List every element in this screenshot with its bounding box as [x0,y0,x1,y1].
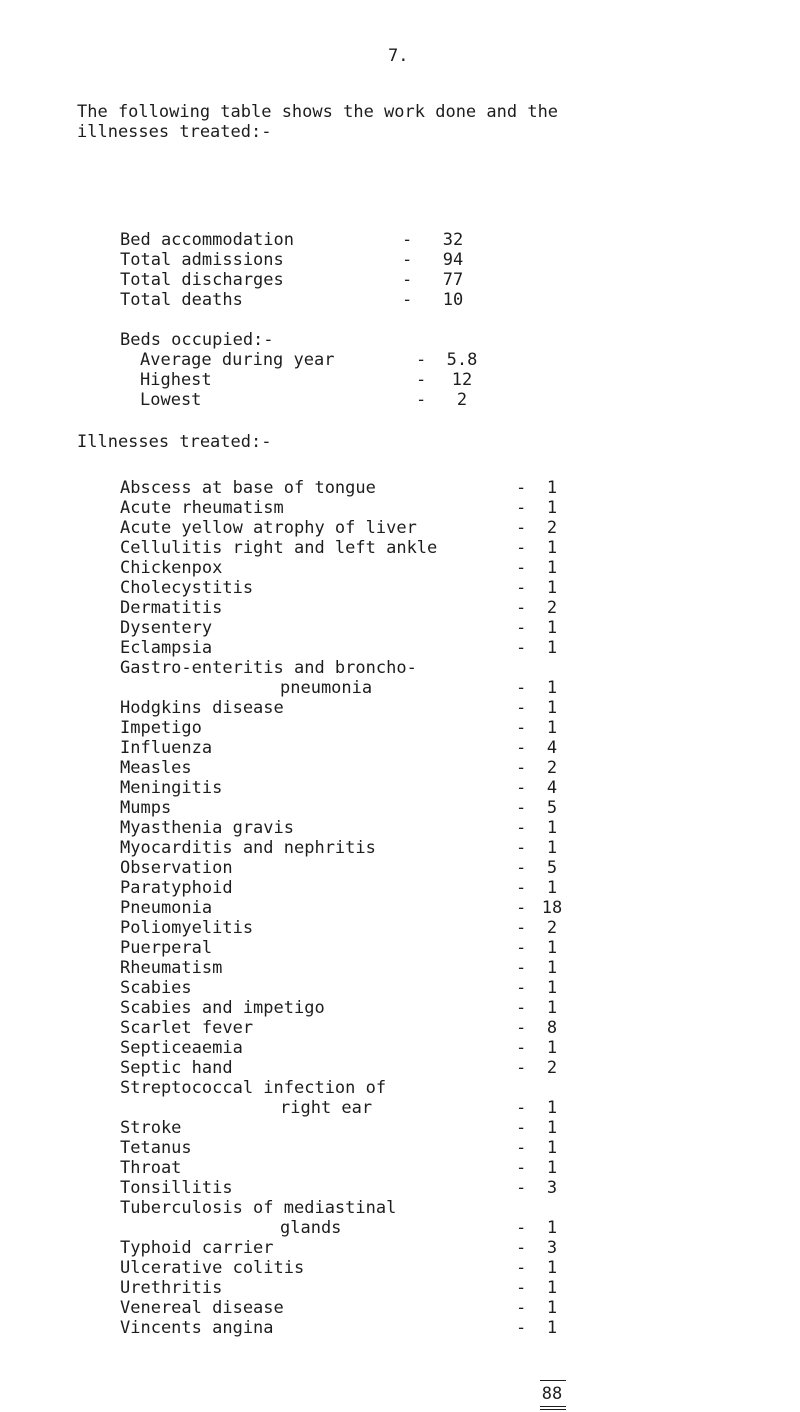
illness-row [0,758,800,778]
stat-row [0,250,800,270]
illness-count: 3 [546,1178,558,1198]
stat-label: Total admissions [120,250,284,270]
illness-row [0,778,800,798]
illness-row [0,478,800,498]
illness-row [0,658,800,678]
illness-count: 1 [546,818,558,838]
illness-dash: - [516,738,527,758]
illness-label: Ulcerative colitis [120,1258,305,1278]
illness-dash: - [516,938,527,958]
beds-value: 12 [451,370,473,390]
illness-label: Abscess at base of tongue [120,478,376,498]
illness-dash: - [516,1058,527,1078]
illness-row [0,858,800,878]
illness-row-continuation [0,1218,800,1238]
illness-row [0,1278,800,1298]
illness-count: 1 [546,1098,558,1118]
illness-label: Eclampsia [120,638,213,658]
beds-label: Average during year [140,350,335,370]
illness-row [0,938,800,958]
intro-line-2: illnesses treated:- [77,122,272,142]
illness-row [0,838,800,858]
illness-label: Venereal disease [120,1298,284,1318]
illness-dash: - [516,1038,527,1058]
illness-dash: - [516,498,527,518]
illness-row [0,698,800,718]
illness-count: 1 [546,1318,558,1338]
illness-row-continuation [0,678,800,698]
stat-label: Bed accommodation [120,230,294,250]
illness-row [0,878,800,898]
illness-dash: - [516,598,527,618]
illness-label: Cholecystitis [120,578,254,598]
illness-count: 1 [546,718,558,738]
illness-dash: - [516,1178,527,1198]
illness-dash: - [516,838,527,858]
stat-dash: - [402,270,413,290]
illness-dash: - [516,1298,527,1318]
illness-count: 1 [546,978,558,998]
stat-dash: - [402,230,413,250]
illness-dash: - [516,1118,527,1138]
illness-dash: - [516,1318,527,1338]
illness-count: 2 [546,918,558,938]
illness-dash: - [516,818,527,838]
illness-row [0,738,800,758]
illness-dash: - [516,778,527,798]
beds-row [0,350,800,370]
illness-row [0,718,800,738]
illness-dash: - [516,1278,527,1298]
illness-label: Myocarditis and nephritis [120,838,376,858]
illness-row [0,538,800,558]
illness-count: 18 [541,898,563,918]
illness-dash: - [516,998,527,1018]
illness-dash: - [516,1158,527,1178]
illness-row [0,1158,800,1178]
illness-count: 1 [546,678,558,698]
illness-label: Scarlet fever [120,1018,254,1038]
illness-row [0,818,800,838]
illness-label: Stroke [120,1118,182,1138]
stat-dash: - [402,250,413,270]
stat-row [0,230,800,250]
stat-label: Total discharges [120,270,284,290]
illness-label-continuation: pneumonia [280,678,373,698]
illness-label: Chickenpox [120,558,223,578]
illness-row [0,978,800,998]
beds-dash: - [416,390,427,410]
illness-row [0,1238,800,1258]
illness-label: Vincents angina [120,1318,274,1338]
illness-label-continuation: glands [280,1218,342,1238]
stat-value: 77 [442,270,464,290]
illness-label: Puerperal [120,938,213,958]
stat-label: Total deaths [120,290,243,310]
intro-line-1: The following table shows the work done and the [77,102,559,122]
illness-label: Myasthenia gravis [120,818,294,838]
illness-dash: - [516,758,527,778]
illness-dash: - [516,1238,527,1258]
illness-row [0,518,800,538]
illness-label: Measles [120,758,192,778]
illness-count: 1 [546,1038,558,1058]
illness-row [0,1298,800,1318]
illness-row [0,918,800,938]
illness-row [0,1178,800,1198]
illness-row [0,558,800,578]
illness-count: 1 [546,838,558,858]
illness-dash: - [516,1218,527,1238]
illness-count: 2 [546,1058,558,1078]
stat-row [0,270,800,290]
illness-label: Acute yellow atrophy of liver [120,518,417,538]
stat-value: 94 [442,250,464,270]
illness-label: Poliomyelitis [120,918,254,938]
illness-count: 1 [546,638,558,658]
illness-dash: - [516,698,527,718]
illness-count: 1 [546,1118,558,1138]
beds-value: 5.8 [446,350,478,370]
illness-row [0,1058,800,1078]
illness-row [0,1018,800,1038]
illness-label: Scabies [120,978,192,998]
illness-count: 1 [546,938,558,958]
illness-label: Tonsillitis [120,1178,233,1198]
illness-row [0,1198,800,1218]
total-rule [540,1380,566,1381]
illness-count: 1 [546,1158,558,1178]
illness-count: 1 [546,1298,558,1318]
illness-dash: - [516,798,527,818]
illness-dash: - [516,618,527,638]
illness-count: 1 [546,498,558,518]
illness-row [0,1038,800,1058]
illness-dash: - [516,878,527,898]
beds-occupied-heading: Beds occupied:- [120,330,274,350]
illness-dash: - [516,958,527,978]
illness-count: 5 [546,858,558,878]
illness-count: 2 [546,758,558,778]
illness-label: Observation [120,858,233,878]
page-number: 7. [388,46,409,66]
illness-label: Urethritis [120,1278,223,1298]
illness-dash: - [516,918,527,938]
illness-row [0,618,800,638]
illness-dash: - [516,1258,527,1278]
illness-label: Tetanus [120,1138,192,1158]
illness-row [0,1258,800,1278]
illness-label: Septic hand [120,1058,233,1078]
illness-count: 4 [546,778,558,798]
illness-dash: - [516,1098,527,1118]
illness-dash: - [516,638,527,658]
illness-count: 8 [546,1018,558,1038]
illness-label: Streptococcal infection of [120,1078,387,1098]
illnesses-total: 88 [541,1384,563,1404]
illness-label: Acute rheumatism [120,498,284,518]
illness-count: 1 [546,958,558,978]
illness-dash: - [516,1138,527,1158]
illness-count: 1 [546,998,558,1018]
summary-statistics [0,230,800,310]
beds-row [0,390,800,410]
beds-row [0,370,800,390]
illness-count: 2 [546,598,558,618]
illness-label: Rheumatism [120,958,223,978]
beds-label: Lowest [140,390,202,410]
illness-row [0,498,800,518]
illness-count: 1 [546,1278,558,1298]
illness-label: Throat [120,1158,182,1178]
illness-row [0,1318,800,1338]
illness-dash: - [516,678,527,698]
total-double-rule-top [540,1406,566,1407]
illness-label: Paratyphoid [120,878,233,898]
illness-row [0,598,800,618]
illness-row [0,1078,800,1098]
illness-count: 1 [546,558,558,578]
illness-row [0,958,800,978]
illness-label: Typhoid carrier [120,1238,274,1258]
illness-count: 3 [546,1238,558,1258]
total-double-rule-bottom [540,1409,566,1410]
illness-count: 1 [546,1218,558,1238]
illness-dash: - [516,978,527,998]
illness-dash: - [516,1018,527,1038]
illness-dash: - [516,718,527,738]
illness-label: Cellulitis right and left ankle [120,538,438,558]
stat-dash: - [402,290,413,310]
stat-value: 10 [442,290,464,310]
illness-label-continuation: right ear [280,1098,373,1118]
beds-dash: - [416,370,427,390]
illness-label: Meningitis [120,778,223,798]
beds-value: 2 [456,390,468,410]
stat-value: 32 [442,230,464,250]
illness-count: 1 [546,578,558,598]
intro-paragraph [77,102,717,142]
illness-label: Pneumonia [120,898,213,918]
illness-count: 1 [546,538,558,558]
illness-label: Impetigo [120,718,202,738]
beds-label: Highest [140,370,212,390]
illness-label: Mumps [120,798,172,818]
illness-count: 1 [546,698,558,718]
stat-row [0,290,800,310]
illness-label: Scabies and impetigo [120,998,325,1018]
illness-row-continuation [0,1098,800,1118]
illness-count: 1 [546,618,558,638]
illness-label: Tuberculosis of mediastinal [120,1198,397,1218]
illness-row [0,578,800,598]
illness-dash: - [516,538,527,558]
illness-label: Septiceaemia [120,1038,243,1058]
illness-count: 4 [546,738,558,758]
illness-row [0,1118,800,1138]
illness-dash: - [516,578,527,598]
illness-label: Influenza [120,738,213,758]
illness-dash: - [516,858,527,878]
illness-count: 1 [546,878,558,898]
illness-count: 1 [546,1258,558,1278]
illness-count: 5 [546,798,558,818]
illness-label: Dysentery [120,618,213,638]
illness-dash: - [516,898,527,918]
illness-dash: - [516,478,527,498]
beds-occupied-rows [0,350,800,410]
illnesses-list [0,478,800,1338]
illness-label: Gastro-enteritis and broncho- [120,658,417,678]
illness-count: 1 [546,1138,558,1158]
beds-dash: - [416,350,427,370]
illness-count: 1 [546,478,558,498]
illness-label: Dermatitis [120,598,223,618]
illness-count: 2 [546,518,558,538]
illnesses-heading: Illnesses treated:- [77,432,272,452]
illness-label: Hodgkins disease [120,698,284,718]
illness-dash: - [516,518,527,538]
illness-row [0,638,800,658]
illness-row [0,1138,800,1158]
illness-row [0,798,800,818]
illness-row [0,998,800,1018]
illness-dash: - [516,558,527,578]
illness-row [0,898,800,918]
